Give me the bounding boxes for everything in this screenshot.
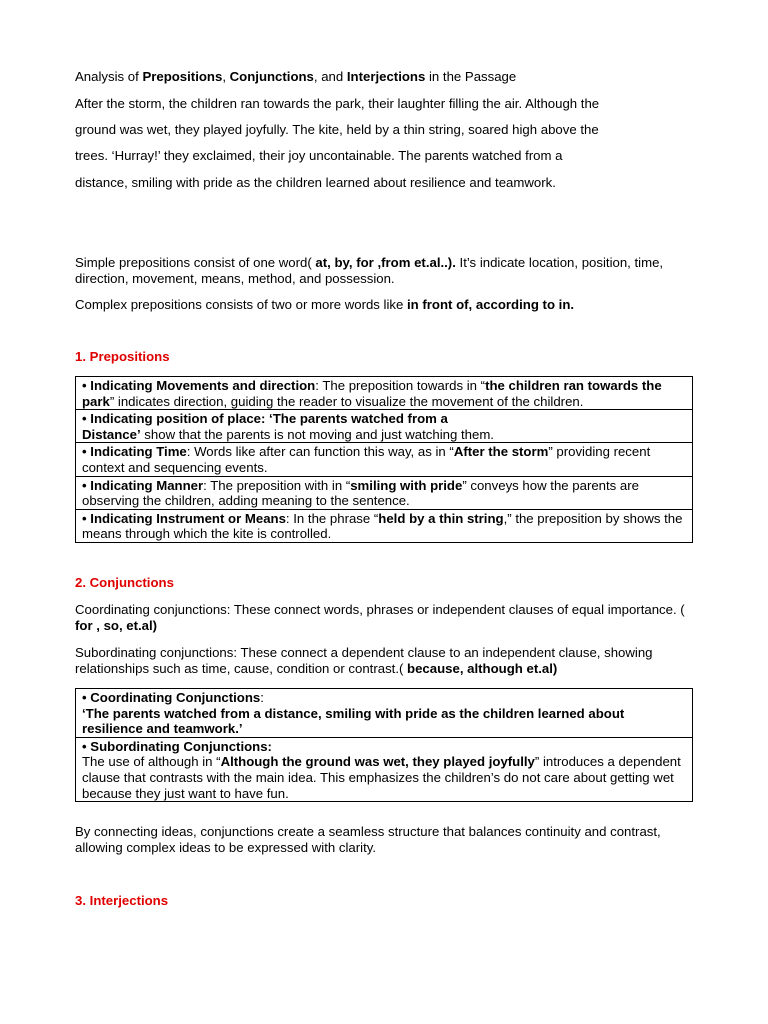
section-heading-prepositions: 1. Prepositions bbox=[75, 349, 170, 364]
passage-line: After the storm, the children ran towards the park, their laughter filling the air. Although the bbox=[75, 96, 600, 111]
passage-line: distance, smiling with pride as the children learned about resilience and teamwork. bbox=[75, 174, 556, 190]
simple-prepositions-text: Simple prepositions consist of one word( at, by, for ,from et.al..). It’s indicate location, position, time, direction, movement, means, method, and possession. bbox=[75, 255, 664, 286]
table-cell: • Indicating Manner: The preposition with in “smiling with pride” conveys how the parents are observing the children, adding meaning to the sentence. bbox=[76, 476, 693, 509]
section-heading-interjections: 3. Interjections bbox=[75, 893, 169, 908]
table-row bbox=[76, 377, 693, 410]
closing-paragraph: By connecting ideas, conjunctions create a seamless structure that balances continuity and contrast, allowing complex ideas to be expressed with clarity. bbox=[75, 824, 661, 855]
table-cell: • Coordinating Conjunctions: ‘The parents watched from a distance, smiling with pride as the children learned about resilience and teamwork.’ bbox=[76, 689, 693, 738]
table-cell: • Indicating Instrument or Means: In the phrase “held by a thin string,” the preposition by shows the means through which the kite is controlled. bbox=[76, 509, 693, 542]
passage-line: trees. ‘Hurray!’ they exclaimed, their joy uncontainable. The parents watched from a bbox=[75, 148, 563, 164]
complex-prepositions-text: Complex prepositions consists of two or more words like in front of, according to in. bbox=[75, 297, 575, 312]
table-row bbox=[76, 509, 693, 542]
conjunctions-table bbox=[75, 688, 693, 802]
prepositions-table bbox=[75, 376, 693, 543]
table-cell: • Indicating Time: Words like after can function this way, as in “After the storm” providing recent context and sequencing events. bbox=[76, 443, 693, 476]
subordinating-conjunctions-text: Subordinating conjunctions: These connect a dependent clause to an independent clause, showing relationships such as time, cause, condition or contrast.( because, although et.al) bbox=[75, 645, 653, 676]
page-heading: Analysis of Prepositions, Conjunctions, and Interjections in the Passage bbox=[75, 69, 517, 84]
table-cell: • Indicating Movements and direction: The preposition towards in “the children ran towards the park” indicates direction, guiding the reader to visualize the movement of the children. bbox=[76, 377, 693, 410]
table-row bbox=[76, 476, 693, 509]
coordinating-conjunctions-text: Coordinating conjunctions: These connect words, phrases or independent clauses of equal importance. ( for , so, et.al) bbox=[75, 602, 685, 633]
table-cell: • Indicating position of place: ‘The parents watched from a Distance’ show that the parents is not moving and just watching them. bbox=[76, 410, 693, 443]
table-row bbox=[76, 689, 693, 738]
section-heading-conjunctions: 2. Conjunctions bbox=[75, 575, 174, 590]
table-row bbox=[76, 410, 693, 443]
passage-line: ground was wet, they played joyfully. The kite, held by a thin string, soared high above the bbox=[75, 122, 599, 138]
table-cell: • Subordinating Conjunctions: The use of although in “Although the ground was wet, they played joyfully” introduces a dependent clause that contrasts with the main idea. This emphasizes the children’s do not care about getting wet because they just want to have fun. bbox=[76, 737, 693, 801]
table-row bbox=[76, 443, 693, 476]
table-row bbox=[76, 737, 693, 801]
passage-paragraph bbox=[75, 91, 695, 196]
